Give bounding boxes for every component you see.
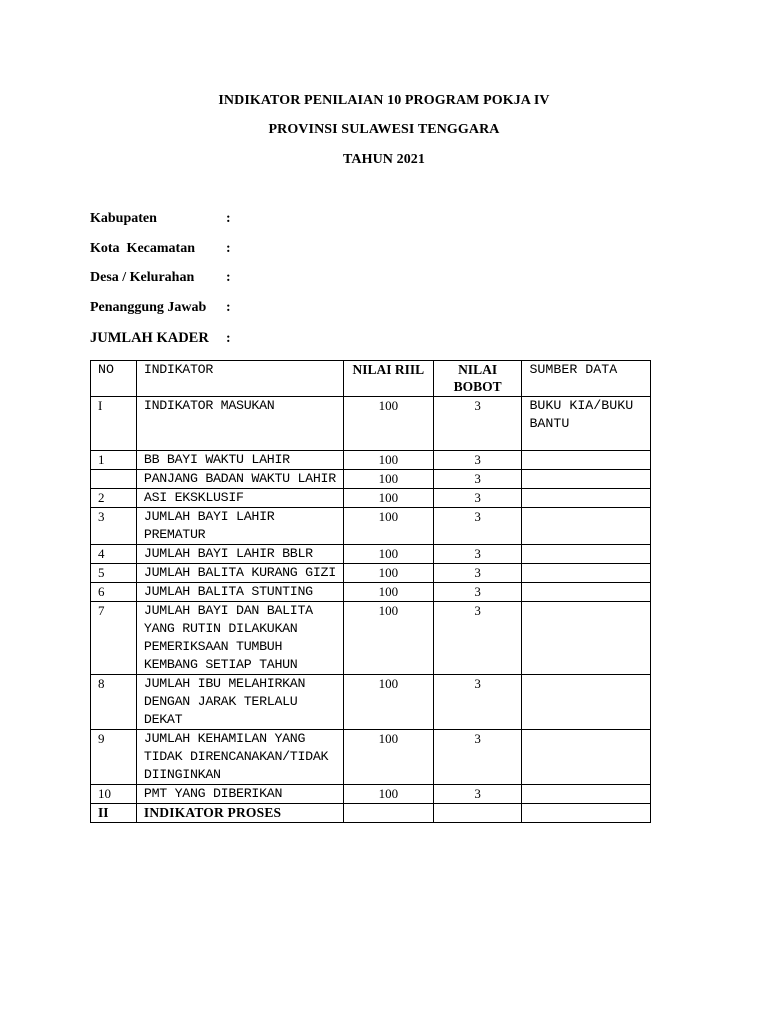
cell-nilai-bobot: 3 [433, 508, 522, 545]
cell-nilai-bobot [433, 804, 522, 823]
indicator-table [90, 360, 651, 823]
document-subtitle-province: PROVINSI SULAWESI TENGGARA [268, 122, 500, 137]
cell-indikator: JUMLAH BAYI LAHIR PREMATUR [136, 508, 343, 545]
field-kota-kecamatan [90, 241, 236, 259]
table-row [91, 602, 651, 675]
cell-no: 4 [91, 545, 137, 564]
cell-indikator: JUMLAH KEHAMILAN YANG TIDAK DIRENCANAKAN/TIDAK DIINGINKAN [136, 730, 343, 785]
cell-nilai-riil: 100 [343, 602, 433, 675]
cell-no: 6 [91, 583, 137, 602]
cell-nilai-bobot: 3 [433, 675, 522, 730]
table-header-row [91, 361, 651, 397]
cell-nilai-riil: 100 [343, 508, 433, 545]
cell-indikator: JUMLAH BAYI DAN BALITA YANG RUTIN DILAKUKAN PEMERIKSAAN TUMBUH KEMBANG SETIAP TAHUN [136, 602, 343, 675]
document-title: INDIKATOR PENILAIAN 10 PROGRAM POKJA IV [218, 93, 550, 108]
cell-sumber-data [522, 730, 651, 785]
field-label: Kabupaten [90, 211, 157, 226]
table-row [91, 675, 651, 730]
table-row [91, 489, 651, 508]
cell-nilai-bobot: 3 [433, 602, 522, 675]
cell-sumber-data [522, 602, 651, 675]
table-row [91, 545, 651, 564]
field-colon: : [226, 211, 231, 226]
field-label: Desa / Kelurahan [90, 270, 195, 285]
cell-no: II [91, 804, 137, 823]
cell-indikator: JUMLAH BAYI LAHIR BBLR [136, 545, 343, 564]
cell-nilai-riil: 100 [343, 397, 433, 451]
header-sumber-data: SUMBER DATA [522, 361, 651, 397]
cell-nilai-bobot: 3 [433, 583, 522, 602]
cell-nilai-riil: 100 [343, 730, 433, 785]
table-row [91, 583, 651, 602]
cell-nilai-bobot: 3 [433, 785, 522, 804]
cell-no: 3 [91, 508, 137, 545]
table-row [91, 730, 651, 785]
cell-sumber-data [522, 564, 651, 583]
cell-nilai-riil: 100 [343, 489, 433, 508]
cell-indikator: JUMLAH IBU MELAHIRKAN DENGAN JARAK TERLALU DEKAT [136, 675, 343, 730]
cell-nilai-riil: 100 [343, 451, 433, 470]
table-body [91, 397, 651, 823]
cell-no: 2 [91, 489, 137, 508]
document-subtitle-year: TAHUN 2021 [342, 152, 426, 167]
cell-sumber-data [522, 489, 651, 508]
cell-indikator: BB BAYI WAKTU LAHIR [136, 451, 343, 470]
cell-sumber-data [522, 804, 651, 823]
header-indikator: INDIKATOR [136, 361, 343, 397]
cell-nilai-riil [343, 804, 433, 823]
table-row [91, 397, 651, 451]
cell-sumber-data [522, 451, 651, 470]
cell-indikator: INDIKATOR MASUKAN [136, 397, 343, 451]
cell-sumber-data [522, 583, 651, 602]
table-row [91, 451, 651, 470]
cell-nilai-riil: 100 [343, 785, 433, 804]
cell-no: 7 [91, 602, 137, 675]
cell-no: 9 [91, 730, 137, 785]
cell-sumber-data: BUKU KIA/BUKU BANTU [522, 397, 651, 451]
header-nilai-riil: NILAI RIIL [343, 361, 433, 397]
table-row [91, 508, 651, 545]
cell-sumber-data [522, 508, 651, 545]
cell-sumber-data [522, 675, 651, 730]
cell-nilai-riil: 100 [343, 583, 433, 602]
cell-no: 5 [91, 564, 137, 583]
cell-indikator: JUMLAH BALITA KURANG GIZI [136, 564, 343, 583]
cell-nilai-bobot: 3 [433, 730, 522, 785]
header-nilai-bobot: NILAI BOBOT [433, 361, 522, 397]
cell-indikator: ASI EKSKLUSIF [136, 489, 343, 508]
field-penanggung-jawab [90, 300, 236, 318]
field-colon: : [226, 270, 231, 285]
cell-sumber-data [522, 785, 651, 804]
cell-indikator: INDIKATOR PROSES [136, 804, 343, 823]
field-desa-kelurahan [90, 270, 236, 288]
cell-nilai-riil: 100 [343, 470, 433, 489]
cell-sumber-data [522, 470, 651, 489]
cell-no: 1 [91, 451, 137, 470]
cell-nilai-bobot: 3 [433, 545, 522, 564]
cell-no [91, 470, 137, 489]
field-kabupaten [90, 211, 236, 229]
field-colon: : [226, 241, 231, 256]
field-label: Penanggung Jawab [90, 300, 207, 315]
table-section-row [91, 804, 651, 823]
cell-nilai-bobot: 3 [433, 489, 522, 508]
table-row [91, 785, 651, 804]
field-jumlah-kader [90, 330, 236, 348]
table-row [91, 564, 651, 583]
cell-no: 10 [91, 785, 137, 804]
cell-nilai-bobot: 3 [433, 451, 522, 470]
field-label: Kota Kecamatan [90, 241, 195, 256]
cell-indikator: PANJANG BADAN WAKTU LAHIR [136, 470, 343, 489]
field-label: JUMLAH KADER [90, 330, 209, 346]
cell-nilai-bobot: 3 [433, 397, 522, 451]
field-colon: : [226, 300, 231, 315]
cell-nilai-riil: 100 [343, 564, 433, 583]
cell-nilai-bobot: 3 [433, 470, 522, 489]
header-no: NO [91, 361, 137, 397]
cell-nilai-riil: 100 [343, 545, 433, 564]
cell-nilai-riil: 100 [343, 675, 433, 730]
cell-no: I [91, 397, 137, 451]
table-row [91, 470, 651, 489]
cell-no: 8 [91, 675, 137, 730]
cell-indikator: PMT YANG DIBERIKAN [136, 785, 343, 804]
cell-sumber-data [522, 545, 651, 564]
field-colon: : [226, 331, 231, 346]
cell-nilai-bobot: 3 [433, 564, 522, 583]
cell-indikator: JUMLAH BALITA STUNTING [136, 583, 343, 602]
